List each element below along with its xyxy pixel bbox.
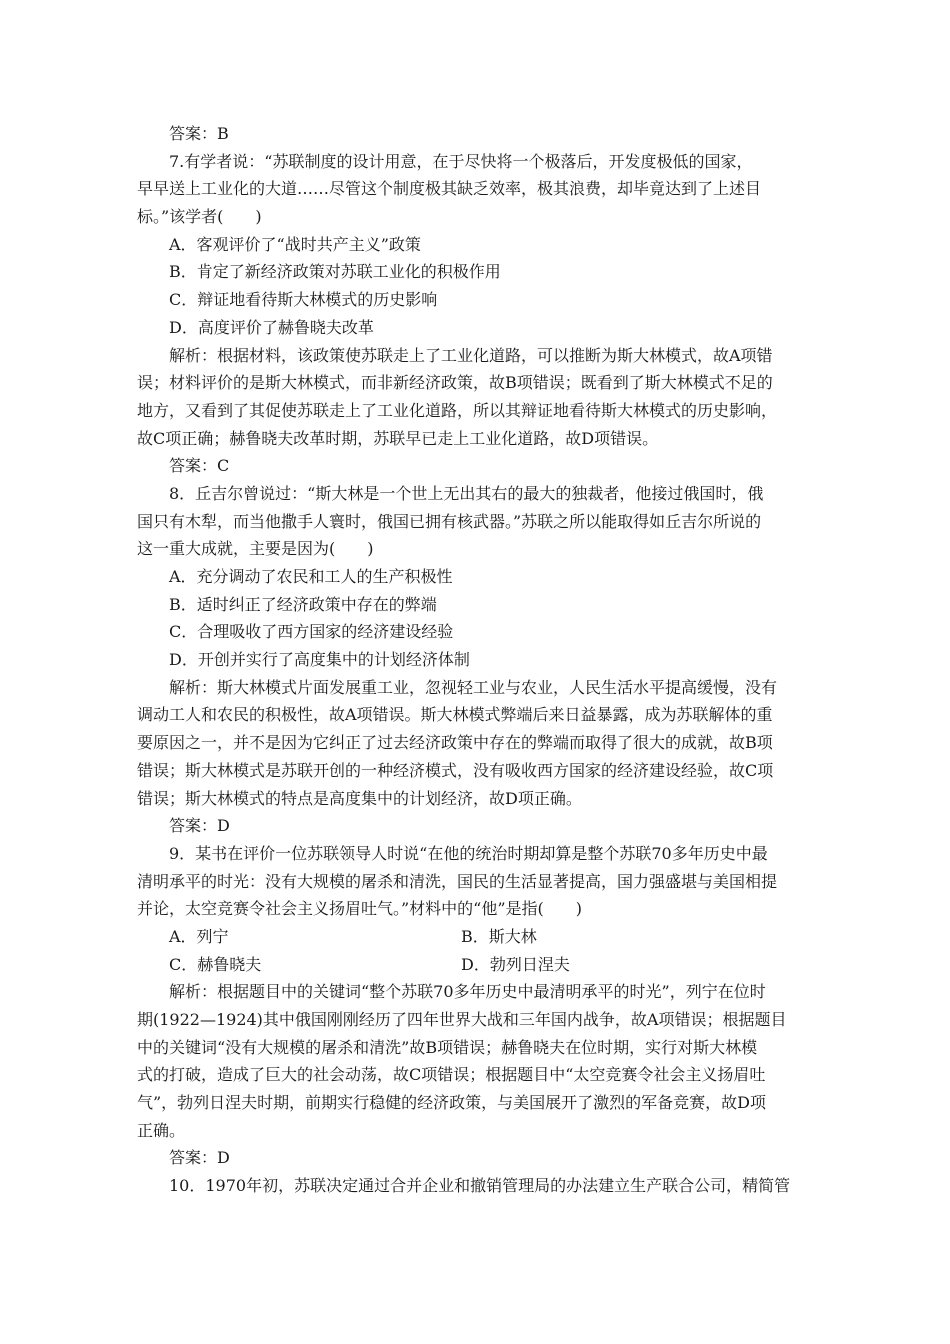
text-line: 并论，太空竞赛令社会主义扬眉吐气。”材料中的“他”是指( ) [137,899,583,919]
text-line: 标。”该学者( ) [137,207,262,227]
question-block-9-10 [137,978,813,1200]
text-line: C．合理吸收了西方国家的经济建设经验 [169,622,454,642]
text-line: A．充分调动了农民和工人的生产积极性 [169,567,453,586]
text-line: 故C项正确；赫鲁晓夫改革时期，苏联早已走上工业化道路，故D项错误。 [137,428,659,448]
text-line: 早早送上工业化的大道……尽管这个制度极其缺乏效率，极其浪费，却毕竟达到了上述目 [137,179,762,199]
q9-options [137,923,813,978]
text-line: 中的关键词“没有大规模的屠杀和清洗”故B项错误；赫鲁晓夫在位时期，实行对斯大林模 [137,1037,758,1057]
text-line: 期(1922—1924)其中俄国刚刚经历了四年世界大战和三年国内战争，故A项错误；根据题目 [137,1010,787,1029]
text-line: 9．某书在评价一位苏联领导人时说“在他的统治时期却算是整个苏联70多年历史中最 [169,843,768,863]
text-line: 气”，勃列日涅夫时期，前期实行稳健的经济政策，与美国展开了激烈的军备竞赛，故D项 [137,1093,767,1113]
text-line: 地方，又看到了其促使苏联走上了工业化道路，所以其辩证地看待斯大林模式的历史影响， [137,400,778,420]
text-line: A．客观评价了“战时共产主义”政策 [169,234,421,254]
text-line: 解析：斯大林模式片面发展重工业，忽视轻工业与农业，人民生活水平提高缓慢，没有 [169,677,778,697]
text-line: 答案：B [169,124,229,143]
text-line: B．肯定了新经济政策对苏联工业化的积极作用 [169,262,501,282]
option-row [137,951,813,979]
option-item: B．斯大林 [461,926,537,946]
text-line: 误；材料评价的是斯大林模式，而非新经济政策，故B项错误；既看到了斯大林模式不足的 [137,373,773,393]
text-line: 答案：D [169,816,230,836]
text-line: 错误；斯大林模式是苏联开创的一种经济模式，没有吸收西方国家的经济建设经验，故C项 [137,760,774,780]
text-line: 正确。 [137,1120,186,1140]
text-line: 国只有木犁，而当他撒手人寰时，俄国已拥有核武器。”苏联之所以能取得如丘吉尔所说的 [137,511,762,531]
text-line: 解析：根据材料，该政策使苏联走上了工业化道路，可以推断为斯大林模式，故A项错 [169,345,773,365]
text-line: 10．1970年初，苏联决定通过合并企业和撤销管理局的办法建立生产联合公司，精简管 [169,1176,791,1196]
option-row [137,923,813,951]
text-line: 错误；斯大林模式的特点是高度集中的计划经济，故D项正确。 [137,788,582,808]
text-line: 7.有学者说：“苏联制度的设计用意，在于尽快将一个极落后，开发度极低的国家， [169,151,753,171]
text-line: 解析：根据题目中的关键词“整个苏联70多年历史中最清明承平的时光”，列宁在位时 [169,982,766,1002]
option-item: C．赫鲁晓夫 [169,954,262,974]
text-line: D．高度评价了赫鲁晓夫改革 [169,317,374,337]
text-line: 要原因之一，并不是因为它纠正了过去经济政策中存在的弊端而取得了很大的成就，故B项 [137,733,773,753]
text-line: 答案：D [169,1148,230,1168]
text-line: 调动工人和农民的积极性，故A项错误。斯大林模式弊端后来日益暴露，成为苏联解体的重 [137,705,773,725]
option-item: D．勃列日涅夫 [461,954,570,974]
text-line: 这一重大成就，主要是因为( ) [137,539,374,559]
text-line: 式的打破，造成了巨大的社会动荡，故C项错误；根据题目中“太空竞赛令社会主义扬眉吐 [137,1065,766,1085]
text-line: C．辩证地看待斯大林模式的历史影响 [169,290,438,310]
text-line: B．适时纠正了经济政策中存在的弊端 [169,594,437,614]
text-line: 清明承平的时光：没有大规模的屠杀和清洗，国民的生活显著提高，国力强盛堪与美国相提 [137,871,778,891]
option-item: A．列宁 [169,926,229,946]
text-line: 8．丘吉尔曾说过：“斯大林是一个世上无出其右的最大的独裁者，他接过俄国时，俄 [169,483,764,503]
document-body [137,120,813,1200]
question-block-7-9 [137,120,813,923]
text-line: 答案：C [169,456,230,476]
text-line: D．开创并实行了高度集中的计划经济体制 [169,650,470,670]
